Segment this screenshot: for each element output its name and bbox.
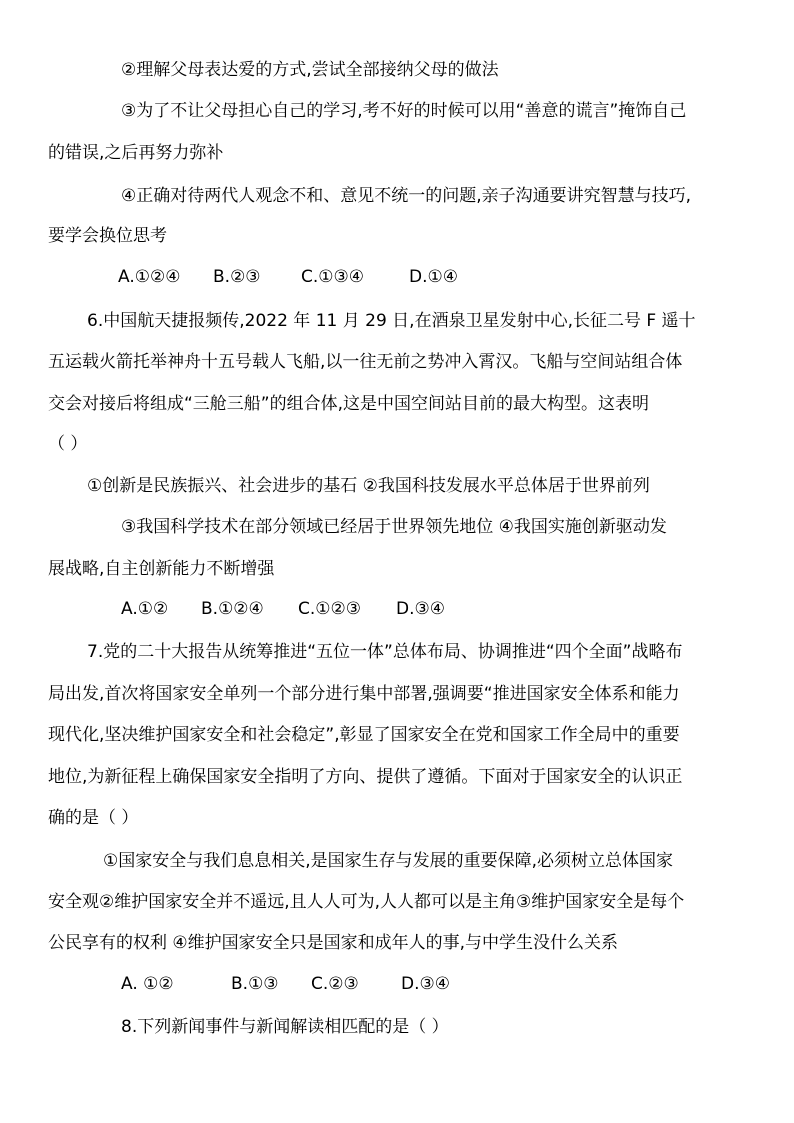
text-line: 交会对接后将组成“三舱三船”的组合体,这是中国空间站目前的最大构型。这表明 <box>48 394 650 414</box>
options-q6 <box>121 598 445 620</box>
text-line: ①国家安全与我们息息相关,是国家生存与发展的重要保障,必须树立总体国家 <box>103 851 674 871</box>
text-line: 五运载火箭托举神舟十五号载人飞船,以一往无前之势冲入霄汉。飞船与空间站组合体 <box>48 352 683 372</box>
option-c: C.①②③ <box>298 599 361 619</box>
options-q5 <box>118 266 458 288</box>
option-a: A.①②④ <box>118 267 181 287</box>
text-line: ③我国科学技术在部分领域已经居于世界领先地位 ④我国实施创新驱动发 <box>121 517 667 537</box>
question-7: 7.党的二十大报告从统筹推进“五位一体”总体布局、协调推进“四个全面”战略布 <box>87 642 683 662</box>
option-b: B.②③ <box>213 267 261 287</box>
answer-bracket: （ ） <box>48 434 88 454</box>
text-line: 的错误,之后再努力弥补 <box>48 143 224 163</box>
text-line: 现代化,坚决维护国家安全和社会稳定”,彰显了国家安全在党和国家工作全局中的重要 <box>48 725 680 745</box>
text-line: 地位,为新征程上确保国家安全指明了方向、提供了遵循。下面对于国家安全的认识正 <box>48 767 683 787</box>
text-line: 局出发,首次将国家安全单列一个部分进行集中部署,强调要“推进国家安全体系和能力 <box>48 684 680 704</box>
question-6: 6.中国航天捷报频传,2022 年 11 月 29 日,在酒泉卫星发射中心,长征二号 F 遥十 <box>87 311 696 331</box>
option-a: A.①② <box>121 599 169 619</box>
text-line: 展战略,自主创新能力不断增强 <box>48 559 275 579</box>
option-c: C.②③ <box>311 974 359 994</box>
options-q7 <box>121 973 450 995</box>
option-d: D.③④ <box>401 974 450 994</box>
text-line: 公民享有的权利 ④维护国家安全只是国家和成年人的事,与中学生没什么关系 <box>48 933 619 953</box>
option-b: B.①②④ <box>201 599 264 619</box>
option-c: C.①③④ <box>301 267 364 287</box>
option-b: B.①③ <box>231 974 279 994</box>
text-line: ③为了不让父母担心自己的学习,考不好的时候可以用“善意的谎言”掩饰自己 <box>121 101 687 121</box>
option-a: A. ①② <box>121 974 174 994</box>
text-line: 确的是（ ） <box>48 808 139 828</box>
text-line: ①创新是民族振兴、社会进步的基石 ②我国科技发展水平总体居于世界前列 <box>87 476 650 496</box>
text-line: 要学会换位思考 <box>48 226 167 246</box>
option-d: D.①④ <box>409 267 458 287</box>
text-line: ④正确对待两代人观念不和、意见不统一的问题,亲子沟通要讲究智慧与技巧, <box>121 186 692 206</box>
option-d: D.③④ <box>396 599 445 619</box>
text-line: 安全观②维护国家安全并不遥远,且人人可为,人人都可以是主角③维护国家安全是每个 <box>48 892 685 912</box>
text-line: ②理解父母表达爱的方式,尝试全部接纳父母的做法 <box>121 60 499 80</box>
question-8: 8.下列新闻事件与新闻解读相匹配的是（ ） <box>121 1017 449 1037</box>
